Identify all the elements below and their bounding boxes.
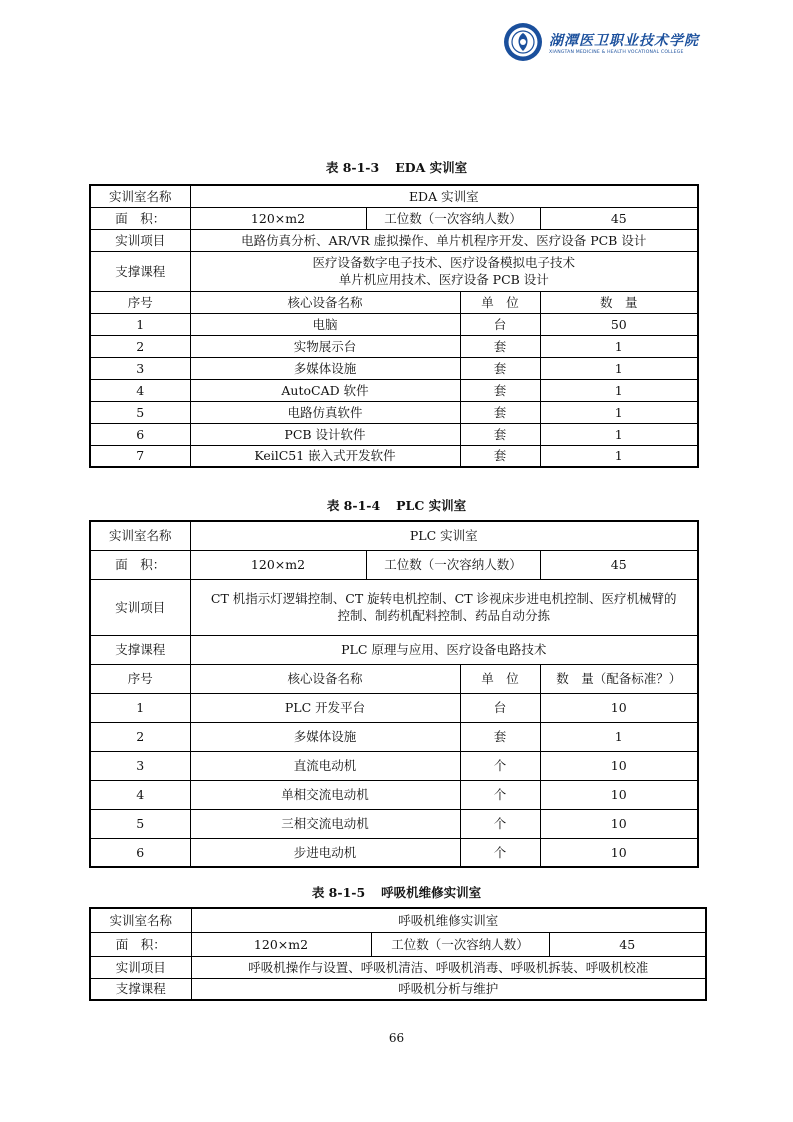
- cell-index: 6: [90, 838, 190, 867]
- course-line: PLC 原理与应用、医疗设备电路技术: [341, 642, 547, 657]
- caption-title: EDA 实训室: [395, 160, 468, 175]
- column-header-row: [90, 664, 698, 693]
- page-number: 66: [388, 1031, 405, 1045]
- capacity-label: 工位数（一次容纳人数）: [371, 932, 549, 956]
- cell-unit: 套: [460, 357, 540, 379]
- cell-index: 3: [90, 357, 190, 379]
- cell-equipment: PLC 开发平台: [190, 693, 460, 722]
- col-header-unit: 单 位: [460, 291, 540, 313]
- project-label: 实训项目: [90, 229, 190, 251]
- cell-quantity: 1: [540, 357, 698, 379]
- course-label: 支撑课程: [90, 978, 191, 1000]
- caption-number: 表 8-1-3: [325, 160, 380, 175]
- caption-number: 表 8-1-5: [311, 885, 366, 900]
- course-line: 单片机应用技术、医疗设备 PCB 设计: [338, 272, 549, 287]
- table-row: [90, 313, 698, 335]
- project-label: 实训项目: [90, 956, 191, 978]
- course-value: [191, 978, 706, 1000]
- school-name: [549, 30, 699, 55]
- table-row: [90, 809, 698, 838]
- col-header-quantity: 数 量: [540, 291, 698, 313]
- cell-index: 4: [90, 379, 190, 401]
- table-row: [90, 379, 698, 401]
- cell-equipment: KeilC51 嵌入式开发软件: [190, 445, 460, 467]
- cell-index: 1: [90, 693, 190, 722]
- col-header-equipment: 核心设备名称: [190, 291, 460, 313]
- cell-quantity: 10: [540, 809, 698, 838]
- ventilator-lab-table: [89, 907, 707, 1001]
- table-caption-eda: [0, 158, 793, 176]
- school-logo-icon: [503, 22, 543, 62]
- column-header-row: [90, 291, 698, 313]
- room-name-value: PLC 实训室: [190, 521, 698, 550]
- cell-index: 1: [90, 313, 190, 335]
- school-name-cn: 湖潭医卫职业技术学院: [549, 32, 699, 49]
- caption-number: 表 8-1-4: [326, 498, 381, 513]
- room-name-label: 实训室名称: [90, 521, 190, 550]
- capacity-value: 45: [549, 932, 706, 956]
- table-row: [90, 780, 698, 809]
- cell-quantity: 10: [540, 838, 698, 867]
- capacity-value: 45: [540, 207, 698, 229]
- cell-equipment: AutoCAD 软件: [190, 379, 460, 401]
- cell-equipment: 单相交流电动机: [190, 780, 460, 809]
- cell-unit: 套: [460, 379, 540, 401]
- cell-unit: 台: [460, 693, 540, 722]
- area-label: 面 积：: [90, 932, 191, 956]
- cell-quantity: 1: [540, 379, 698, 401]
- cell-equipment: 电路仿真软件: [190, 401, 460, 423]
- course-value: [190, 251, 698, 291]
- area-value: 120×m2: [190, 207, 366, 229]
- course-line: 呼吸机分析与维护: [398, 981, 499, 997]
- cell-quantity: 10: [540, 751, 698, 780]
- area-label: 面 积：: [90, 550, 190, 579]
- cell-index: 2: [90, 722, 190, 751]
- caption-title: PLC 实训室: [396, 498, 467, 513]
- room-name-value: EDA 实训室: [190, 185, 698, 207]
- project-value: [190, 229, 698, 251]
- cell-equipment: 步进电动机: [190, 838, 460, 867]
- cell-equipment: 多媒体设施: [190, 722, 460, 751]
- area-label: 面 积：: [90, 207, 190, 229]
- cell-unit: 套: [460, 335, 540, 357]
- col-header-equipment: 核心设备名称: [190, 664, 460, 693]
- room-name-label: 实训室名称: [90, 908, 191, 932]
- plc-lab-table: [89, 520, 699, 868]
- area-value: 120×m2: [190, 550, 366, 579]
- cell-equipment: PCB 设计软件: [190, 423, 460, 445]
- table-caption-plc: [0, 496, 793, 514]
- table-row: [90, 693, 698, 722]
- cell-quantity: 1: [540, 445, 698, 467]
- room-name-value: 呼吸机维修实训室: [191, 908, 706, 932]
- col-header-quantity: 数 量（配备标准？）: [540, 664, 698, 693]
- course-value: [190, 635, 698, 664]
- cell-quantity: 10: [540, 693, 698, 722]
- cell-equipment: 直流电动机: [190, 751, 460, 780]
- project-line: CT 机指示灯逻辑控制、CT 旋转电机控制、CT 诊视床步进电机控制、医疗机械臂的: [210, 591, 677, 606]
- col-header-index: 序号: [90, 291, 190, 313]
- cell-unit: 个: [460, 780, 540, 809]
- table-row: [90, 751, 698, 780]
- project-line: 电路仿真分析、AR/VR 虚拟操作、单片机程序开发、医疗设备 PCB 设计: [241, 232, 647, 248]
- cell-index: 2: [90, 335, 190, 357]
- area-value: 120×m2: [191, 932, 371, 956]
- col-header-unit: 单 位: [460, 664, 540, 693]
- eda-lab-table: [89, 184, 699, 468]
- table-row: [90, 357, 698, 379]
- project-label: 实训项目: [90, 579, 190, 635]
- project-line: 控制、制药机配料控制、药品自动分拣: [337, 608, 550, 623]
- cell-equipment: 多媒体设施: [190, 357, 460, 379]
- cell-unit: 套: [460, 722, 540, 751]
- table-row: [90, 445, 698, 467]
- cell-quantity: 1: [540, 335, 698, 357]
- cell-index: 5: [90, 809, 190, 838]
- caption-title: 呼吸机维修实训室: [381, 885, 482, 900]
- project-line: 呼吸机操作与设置、呼吸机清洁、呼吸机消毒、呼吸机拆装、呼吸机校准: [248, 959, 649, 975]
- cell-quantity: 50: [540, 313, 698, 335]
- course-line: 医疗设备数字电子技术、医疗设备模拟电子技术: [312, 255, 576, 270]
- cell-quantity: 1: [540, 423, 698, 445]
- cell-index: 6: [90, 423, 190, 445]
- cell-index: 7: [90, 445, 190, 467]
- table-row: [90, 401, 698, 423]
- cell-index: 4: [90, 780, 190, 809]
- table-row: [90, 722, 698, 751]
- table-caption-ventilator: [0, 883, 793, 901]
- cell-quantity: 1: [540, 722, 698, 751]
- table-row: [90, 423, 698, 445]
- cell-index: 3: [90, 751, 190, 780]
- cell-unit: 套: [460, 423, 540, 445]
- cell-quantity: 10: [540, 780, 698, 809]
- table-row: [90, 838, 698, 867]
- school-name-en: XIANGTAN MEDICINE & HEALTH VOCATIONAL COLLEGE: [549, 49, 684, 55]
- room-name-label: 实训室名称: [90, 185, 190, 207]
- cell-equipment: 实物展示台: [190, 335, 460, 357]
- cell-index: 5: [90, 401, 190, 423]
- capacity-label: 工位数（一次容纳人数）: [366, 207, 540, 229]
- col-header-index: 序号: [90, 664, 190, 693]
- table-row: [90, 335, 698, 357]
- cell-unit: 套: [460, 445, 540, 467]
- cell-unit: 个: [460, 838, 540, 867]
- project-value: [190, 579, 698, 635]
- cell-equipment: 电脑: [190, 313, 460, 335]
- cell-quantity: 1: [540, 401, 698, 423]
- capacity-label: 工位数（一次容纳人数）: [366, 550, 540, 579]
- cell-unit: 套: [460, 401, 540, 423]
- cell-unit: 个: [460, 809, 540, 838]
- page-header: [503, 20, 699, 64]
- project-value: [191, 956, 706, 978]
- cell-equipment: 三相交流电动机: [190, 809, 460, 838]
- cell-unit: 个: [460, 751, 540, 780]
- course-label: 支撑课程: [90, 251, 190, 291]
- course-label: 支撑课程: [90, 635, 190, 664]
- cell-unit: 台: [460, 313, 540, 335]
- capacity-value: 45: [540, 550, 698, 579]
